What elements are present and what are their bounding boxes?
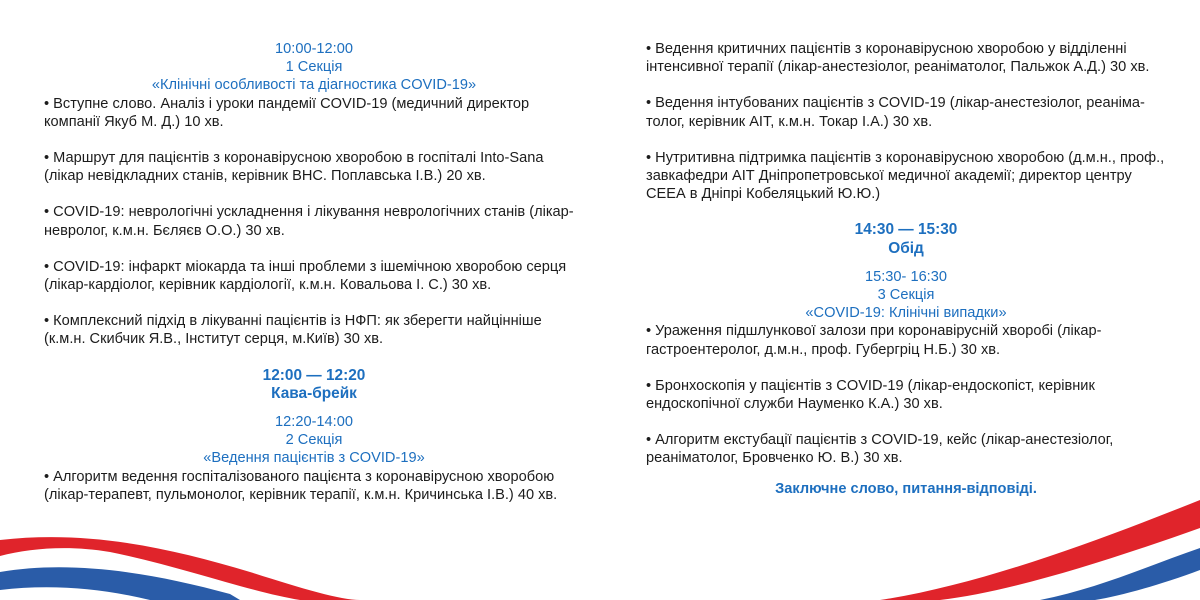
agenda-item: • Бронхоскопія у пацієнтів з COVID-19 (лікар-ендоскопіст, керівник ендоскопічної служби Науменко К.А.) 30 хв. (646, 377, 1095, 413)
agenda-item: • COVID-19: інфаркт міокарда та інші проблеми з ішемічною хворобою серця (лікар-кардіолог, керівник кардіології, к.м.н. Ковальова І. С.) 30 хв. (44, 258, 567, 294)
break-time: 12:00 — 12:20 (262, 366, 366, 384)
lunch-title: Обід (888, 239, 924, 257)
session-1-title: «Клінічні особливості та діагностика COVID-19» (151, 77, 477, 94)
lunch-time: 14:30 — 15:30 (854, 221, 958, 239)
closing-remark: Заключне слово, питання-відповіді. (775, 480, 1037, 497)
break-title: Кава-брейк (271, 384, 357, 402)
agenda-item: • Алгоритм екстубації пацієнтів з COVID-19, кейс (лікар-анестезіолог, реаніматолог, Бровченко Ю. В.) 30 хв. (646, 432, 1114, 467)
session-1-number: 1 Секція (285, 59, 343, 76)
session-2-title: «Ведення пацієнтів з COVID-19» (203, 450, 425, 467)
session-3-title: «COVID-19: Клінічні випадки» (805, 305, 1007, 322)
agenda-item: • Комплексний підхід в лікуванні пацієнтів із НФП: як зберегти найцінніше (к.м.н. Скибчик Я.В., Інститут серця, м.Київ) 30 хв. (44, 313, 542, 348)
agenda-item: • Маршрут для пацієнтів з коронавірусною хворобою в госпіталі Into-Sana (лікар невідкладних станів, керівник ВНС. Поплавська І.В.) 20 хв. (44, 150, 544, 185)
session-1-time: 10:00-12:00 (275, 41, 353, 57)
agenda-item: • COVID-19: неврологічні ускладнення і лікування неврологічних станів (лікар-невролог, к.м.н. Бєляєв О.О.) 30 хв. (44, 204, 574, 239)
agenda-item: • Ураження підшлункової залози при коронавірусній хворобі (лікар-гастроентеролог, д.м.н., проф. Губергріц Н.Б.) 30 хв. (646, 323, 1102, 358)
agenda-item: • Ведення критичних пацієнтів з коронавірусною хворобою у відділенні інтенсивної терапії (лікар-анестезіолог, реаніматолог, Пальжок А.Д.) 30 хв. (646, 41, 1150, 76)
session-3-number: 3 Секція (877, 287, 935, 304)
agenda-item: • Ведення інтубованих пацієнтів з COVID-19 (лікар-анестезіолог, реаніма-толог, керівник АІТ, к.м.н. Токар І.А.) 30 хв. (646, 95, 1145, 130)
agenda-item: • Вступне слово. Аналіз і уроки пандемії COVID-19 (медичний директор компанії Якуб М. Д.) 10 хв. (44, 95, 530, 130)
session-2-time: 12:20-14:00 (275, 414, 353, 431)
session-3-time: 15:30- 16:30 (865, 268, 947, 285)
agenda-item: • Нутритивна підтримка пацієнтів з коронавірусною хворобою (д.м.н., проф., завкафедри АІТ Дніпропетровської медичної академії; директор центру СЕЕА в Дніпрі Кобеляцький Ю.Ю.) (646, 149, 1165, 203)
agenda-item: • Алгоритм ведення госпіталізованого пацієнта з коронавірусною хворобою (лікар-терапевт, пульмонолог, керівник терапії, к.м.н. Кричинська І.В.) 40 хв. (44, 468, 558, 503)
session-2-number: 2 Секція (285, 432, 343, 449)
